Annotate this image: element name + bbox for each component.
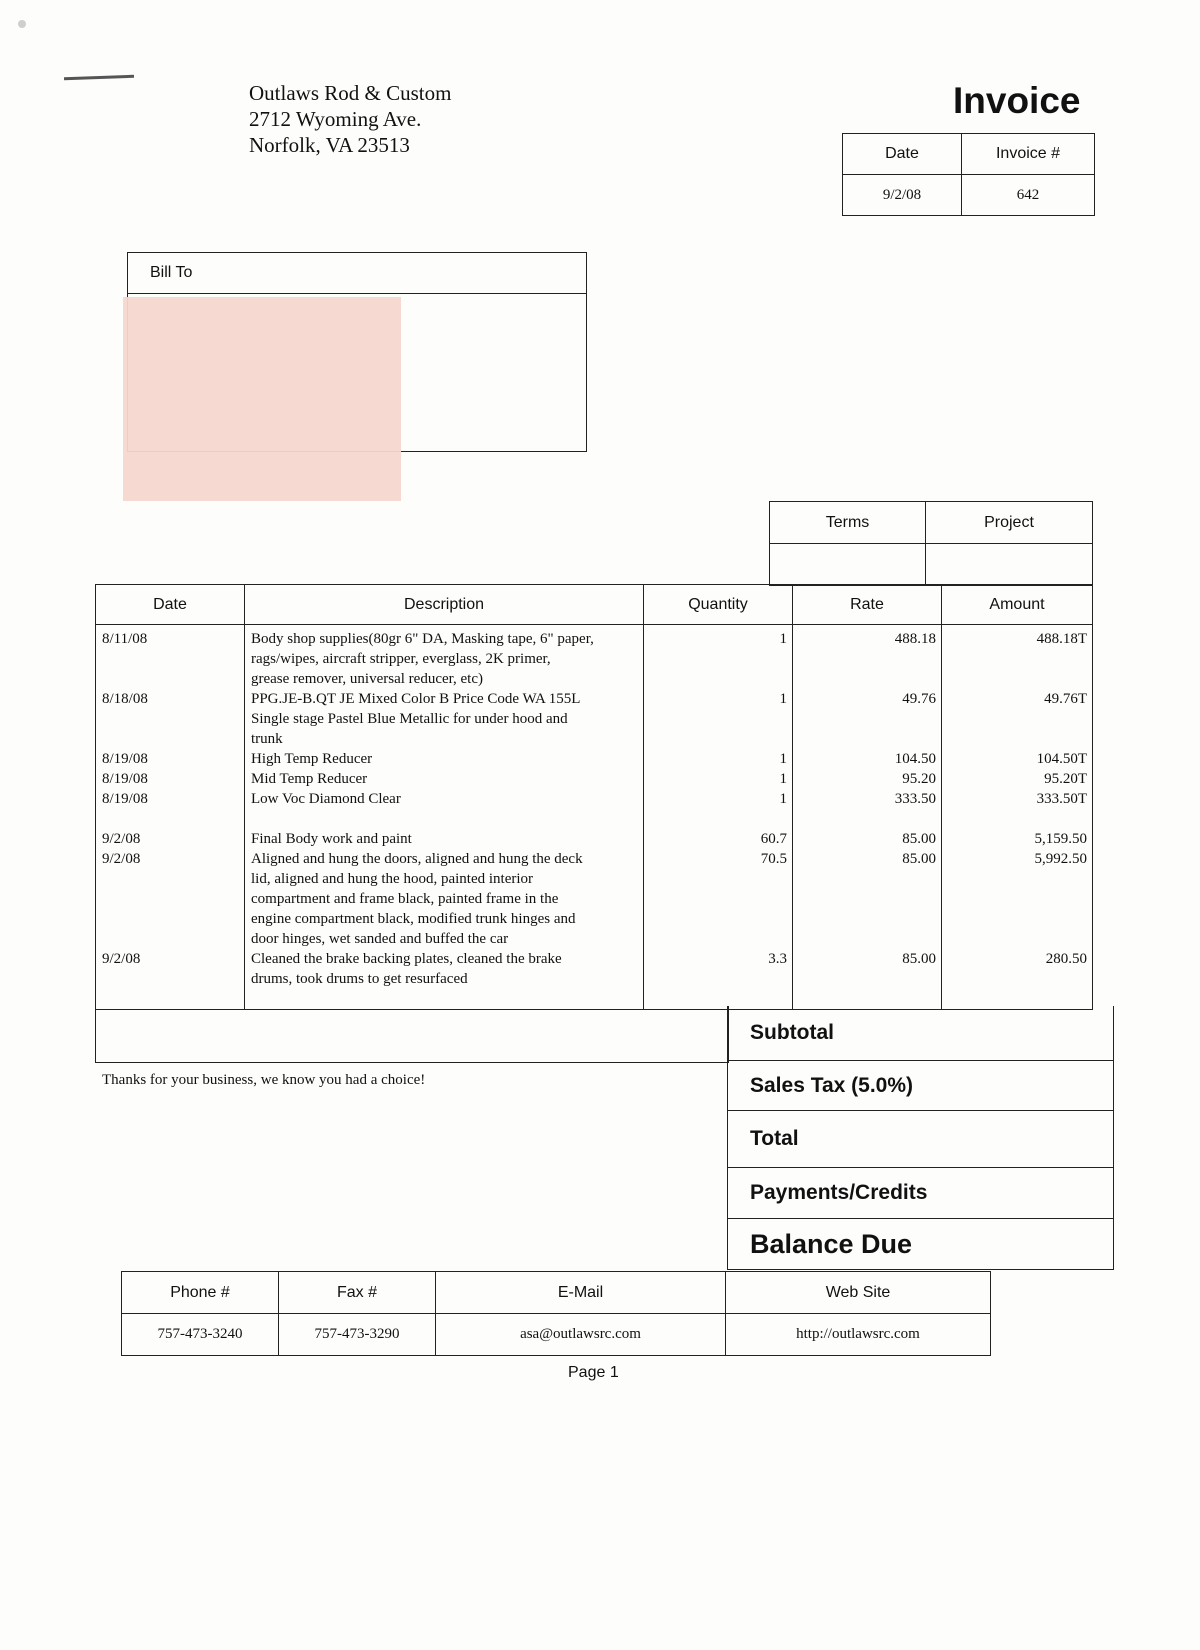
row-spacer (793, 909, 936, 929)
balance-due-label: Balance Due (728, 1219, 1114, 1270)
row-spacer (644, 889, 787, 909)
item-description-line: Body shop supplies(80gr 6" DA, Masking tape, 6" paper, (251, 631, 594, 647)
row-spacer (102, 729, 244, 749)
row-spacer (102, 869, 244, 889)
row-spacer (942, 729, 1087, 749)
item-description-line: Cleaned the brake backing plates, cleaned the brake (251, 951, 562, 967)
row-spacer (102, 969, 244, 989)
row-spacer (102, 889, 244, 909)
company-city: Norfolk, VA 23513 (249, 133, 410, 157)
item-description-line: drums, took drums to get resurfaced (251, 971, 468, 987)
item-description-line: trunk (251, 731, 283, 747)
col-quantity-header: Quantity (644, 585, 793, 625)
item-quantity: 60.7 (760, 831, 787, 847)
row-spacer (793, 709, 936, 729)
row-spacer (942, 929, 1087, 949)
row-gap (644, 809, 787, 829)
row-spacer (942, 669, 1087, 689)
item-rate: 85.00 (902, 831, 936, 847)
invoice-title: Invoice (953, 80, 1081, 121)
row-gap (251, 809, 643, 829)
row-spacer (644, 709, 787, 729)
row-spacer (102, 649, 244, 669)
item-date: 9/2/08 (102, 831, 141, 847)
item-description-line: PPG.JE-B.QT JE Mixed Color B Price Code WA 155L (251, 691, 581, 707)
item-description-line: engine compartment black, modified trunk hinges and (251, 911, 576, 927)
col-rate-header: Rate (793, 585, 942, 625)
terms-label: Terms (770, 502, 926, 544)
item-amount: 5,992.50 (1034, 851, 1087, 867)
company-name: Outlaws Rod & Custom (249, 81, 452, 105)
row-spacer (942, 709, 1087, 729)
item-quantity: 1 (779, 771, 787, 787)
item-amount: 104.50T (1036, 751, 1087, 767)
sales-tax-label: Sales Tax (5.0%) (728, 1061, 1114, 1111)
item-date: 8/11/08 (102, 631, 148, 647)
redaction-patch (123, 297, 401, 501)
item-quantity: 1 (779, 631, 787, 647)
item-amount: 280.50 (1045, 951, 1087, 967)
item-quantity: 1 (779, 791, 787, 807)
row-spacer (793, 649, 936, 669)
totals-table (727, 1006, 1114, 1270)
item-description-line: Aligned and hung the doors, aligned and hung the deck (251, 851, 583, 867)
item-amount: 5,159.50 (1034, 831, 1087, 847)
description-column (245, 625, 644, 1010)
row-spacer (644, 909, 787, 929)
item-date: 8/19/08 (102, 771, 148, 787)
item-rate: 95.20 (902, 771, 936, 787)
row-spacer (102, 669, 244, 689)
item-date: 9/2/08 (102, 951, 141, 967)
total-label: Total (728, 1111, 1114, 1168)
item-quantity: 3.3 (768, 951, 787, 967)
row-spacer (793, 889, 936, 909)
contact-table (121, 1271, 991, 1356)
row-spacer (102, 709, 244, 729)
thanks-message: Thanks for your business, we know you had a choice! (102, 1072, 426, 1088)
item-amount: 488.18T (1036, 631, 1087, 647)
row-spacer (102, 929, 244, 949)
row-spacer (644, 669, 787, 689)
terms-project-table (769, 501, 1093, 586)
row-spacer (644, 649, 787, 669)
line-items-table (95, 584, 1093, 1010)
item-amount: 95.20T (1044, 771, 1087, 787)
row-spacer (942, 909, 1087, 929)
item-description-line: Final Body work and paint (251, 831, 412, 847)
item-quantity: 1 (779, 751, 787, 767)
row-spacer (644, 729, 787, 749)
item-description-line: Low Voc Diamond Clear (251, 791, 401, 807)
phone-label: Phone # (122, 1272, 279, 1314)
payments-credits-label: Payments/Credits (728, 1168, 1114, 1219)
amount-column (942, 625, 1093, 1010)
subtotal-label: Subtotal (728, 1006, 1114, 1061)
invoice-header-table (842, 133, 1095, 216)
item-amount: 333.50T (1036, 791, 1087, 807)
item-date: 8/19/08 (102, 791, 148, 807)
row-spacer (793, 929, 936, 949)
row-spacer (942, 869, 1087, 889)
item-description-line: grease remover, universal reducer, etc) (251, 671, 484, 687)
item-quantity: 1 (779, 691, 787, 707)
item-description-line: High Temp Reducer (251, 751, 373, 767)
fax-label: Fax # (279, 1272, 436, 1314)
invoice-number-label: Invoice # (962, 134, 1095, 175)
item-rate: 488.18 (894, 631, 936, 647)
notes-box (95, 1006, 729, 1063)
project-value (926, 544, 1093, 586)
item-amount: 49.76T (1044, 691, 1087, 707)
item-rate: 85.00 (902, 851, 936, 867)
quantity-column (644, 625, 793, 1010)
rate-column (793, 625, 942, 1010)
row-spacer (793, 869, 936, 889)
row-spacer (102, 909, 244, 929)
row-spacer (942, 969, 1087, 989)
website-value: http://outlawsrc.com (726, 1314, 991, 1356)
row-gap (793, 809, 936, 829)
page-number: Page 1 (568, 1364, 619, 1381)
row-gap (102, 809, 244, 829)
pen-mark (64, 75, 134, 80)
item-quantity: 70.5 (760, 851, 787, 867)
company-address (249, 80, 451, 158)
row-spacer (644, 969, 787, 989)
row-spacer (942, 889, 1087, 909)
item-rate: 49.76 (902, 691, 936, 707)
scan-speck (18, 20, 26, 28)
row-spacer (793, 669, 936, 689)
item-date: 9/2/08 (102, 851, 141, 867)
item-description-line: lid, aligned and hung the hood, painted interior (251, 871, 534, 887)
col-description-header: Description (245, 585, 644, 625)
company-street: 2712 Wyoming Ave. (249, 107, 422, 131)
row-spacer (644, 929, 787, 949)
row-spacer (793, 729, 936, 749)
date-column (96, 625, 245, 1010)
row-spacer (644, 869, 787, 889)
date-label: Date (843, 134, 962, 175)
fax-value: 757-473-3290 (279, 1314, 436, 1356)
email-label: E-Mail (436, 1272, 726, 1314)
item-description-line: rags/wipes, aircraft stripper, everglass, 2K primer, (251, 651, 551, 667)
col-date-header: Date (96, 585, 245, 625)
item-rate: 333.50 (894, 791, 936, 807)
item-rate: 85.00 (902, 951, 936, 967)
bill-to-label: Bill To (128, 253, 586, 294)
invoice-number: 642 (962, 175, 1095, 216)
item-description-line: compartment and frame black, painted frame in the (251, 891, 559, 907)
row-gap (942, 809, 1087, 829)
item-description-line: Mid Temp Reducer (251, 771, 368, 787)
website-label: Web Site (726, 1272, 991, 1314)
row-spacer (793, 969, 936, 989)
item-rate: 104.50 (894, 751, 936, 767)
col-amount-header: Amount (942, 585, 1093, 625)
terms-value (770, 544, 926, 586)
invoice-date: 9/2/08 (843, 175, 962, 216)
item-date: 8/18/08 (102, 691, 148, 707)
email-value: asa@outlawsrc.com (436, 1314, 726, 1356)
item-date: 8/19/08 (102, 751, 148, 767)
item-description-line: door hinges, wet sanded and buffed the car (251, 931, 509, 947)
phone-value: 757-473-3240 (122, 1314, 279, 1356)
row-spacer (942, 649, 1087, 669)
project-label: Project (926, 502, 1093, 544)
item-description-line: Single stage Pastel Blue Metallic for under hood and (251, 711, 568, 727)
